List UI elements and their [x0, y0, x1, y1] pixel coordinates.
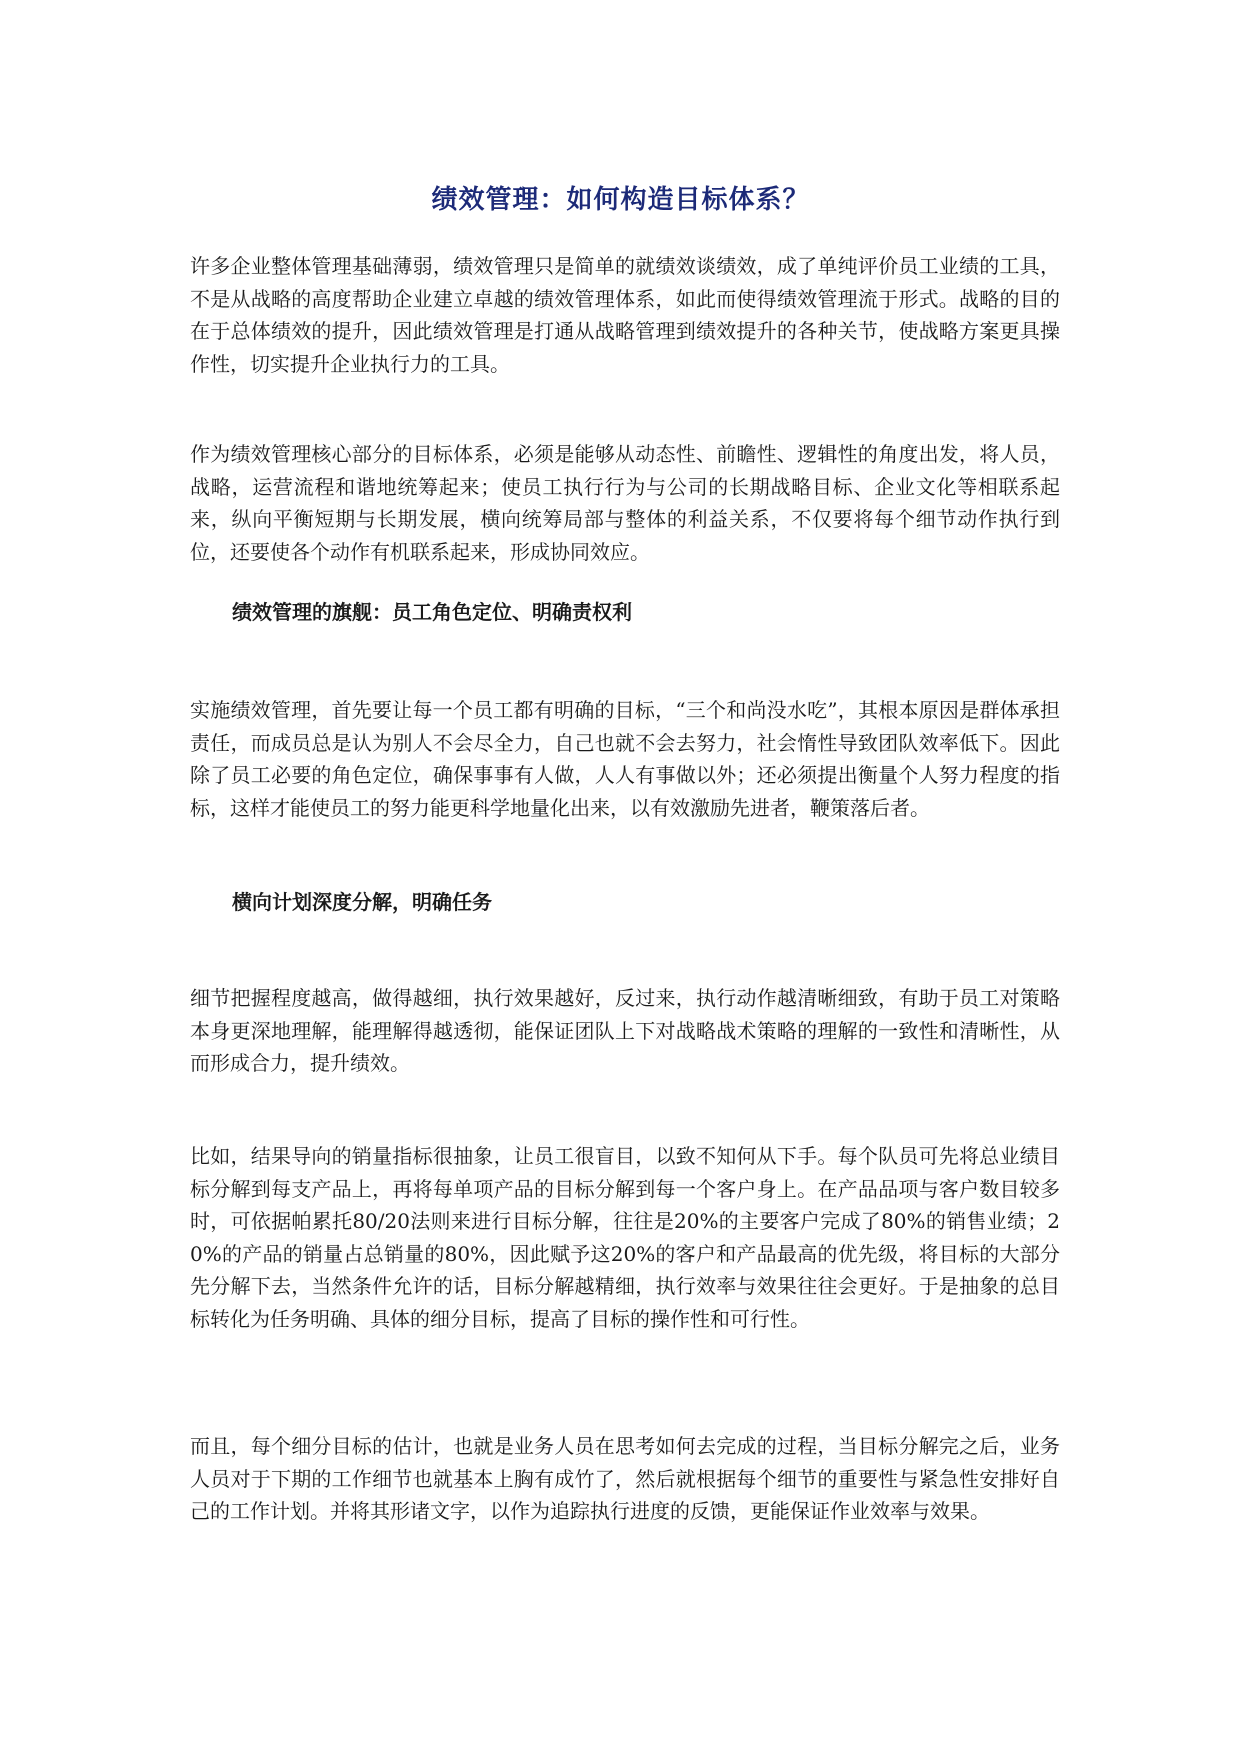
paragraph-2: 作为绩效管理核心部分的目标体系，必须是能够从动态性、前瞻性、逻辑性的角度出发，将人员，战略，运营流程和谐地统筹起来；使员工执行行为与公司的长期战略目标、企业文化等相联系起来，纵向平衡短期与长期发展，横向统筹局部与整体的利益关系，不仅要将每个细节动作执行到位，还要使各个动作有机联系起来，形成协同效应。: [190, 442, 1060, 564]
document-title: 绩效管理：如何构造目标体系？: [431, 185, 810, 216]
section-heading-1: 绩效管理的旗舰：员工角色定位、明确责权利: [232, 600, 632, 624]
paragraph-6: 而且，每个细分目标的估计，也就是业务人员在思考如何去完成的过程，当目标分解完之后，业务人员对于下期的工作细节也就基本上胸有成竹了，然后就根据每个细节的重要性与紧急性安排好自己的工作计划。并将其形诸文字，以作为追踪执行进度的反馈，更能保证作业效率与效果。: [190, 1434, 1060, 1523]
paragraph-4: 细节把握程度越高，做得越细，执行效果越好，反过来，执行动作越清晰细致，有助于员工对策略本身更深地理解，能理解得越透彻，能保证团队上下对战略战术策略的理解的一致性和清晰性，从而形成合力，提升绩效。: [190, 986, 1060, 1075]
paragraph-1: 许多企业整体管理基础薄弱，绩效管理只是简单的就绩效谈绩效，成了单纯评价员工业绩的工具，不是从战略的高度帮助企业建立卓越的绩效管理体系，如此而使得绩效管理流于形式。战略的目的在于总体绩效的提升，因此绩效管理是打通从战略管理到绩效提升的各种关节，使战略方案更具操作性，切实提升企业执行力的工具。: [190, 254, 1060, 376]
paragraph-3: 实施绩效管理，首先要让每一个员工都有明确的目标，“三个和尚没水吃”，其根本原因是群体承担责任，而成员总是认为别人不会尽全力，自己也就不会去努力，社会惰性导致团队效率低下。因此除了员工必要的角色定位，确保事事有人做，人人有事做以外；还必须提出衡量个人努力程度的指标，这样才能使员工的努力能更科学地量化出来，以有效激励先进者，鞭策落后者。: [190, 698, 1060, 820]
section-heading-2: 横向计划深度分解，明确任务: [232, 890, 492, 914]
paragraph-5: 比如，结果导向的销量指标很抽象，让员工很盲目，以致不知何从下手。每个队员可先将总业绩目标分解到每支产品上，再将每单项产品的目标分解到每一个客户身上。在产品品项与客户数目较多时，可依据帕累托80/20法则来进行目标分解，往往是20%的主要客户完成了80%的销售业绩；20%的产品的销量占总销量的80%，因此赋予这20%的客户和产品最高的优先级，将目标的大部分先分解下去，当然条件允许的话，目标分解越精细，执行效率与效果往往会更好。于是抽象的总目标转化为任务明确、具体的细分目标，提高了目标的操作性和可行性。: [190, 1144, 1060, 1331]
